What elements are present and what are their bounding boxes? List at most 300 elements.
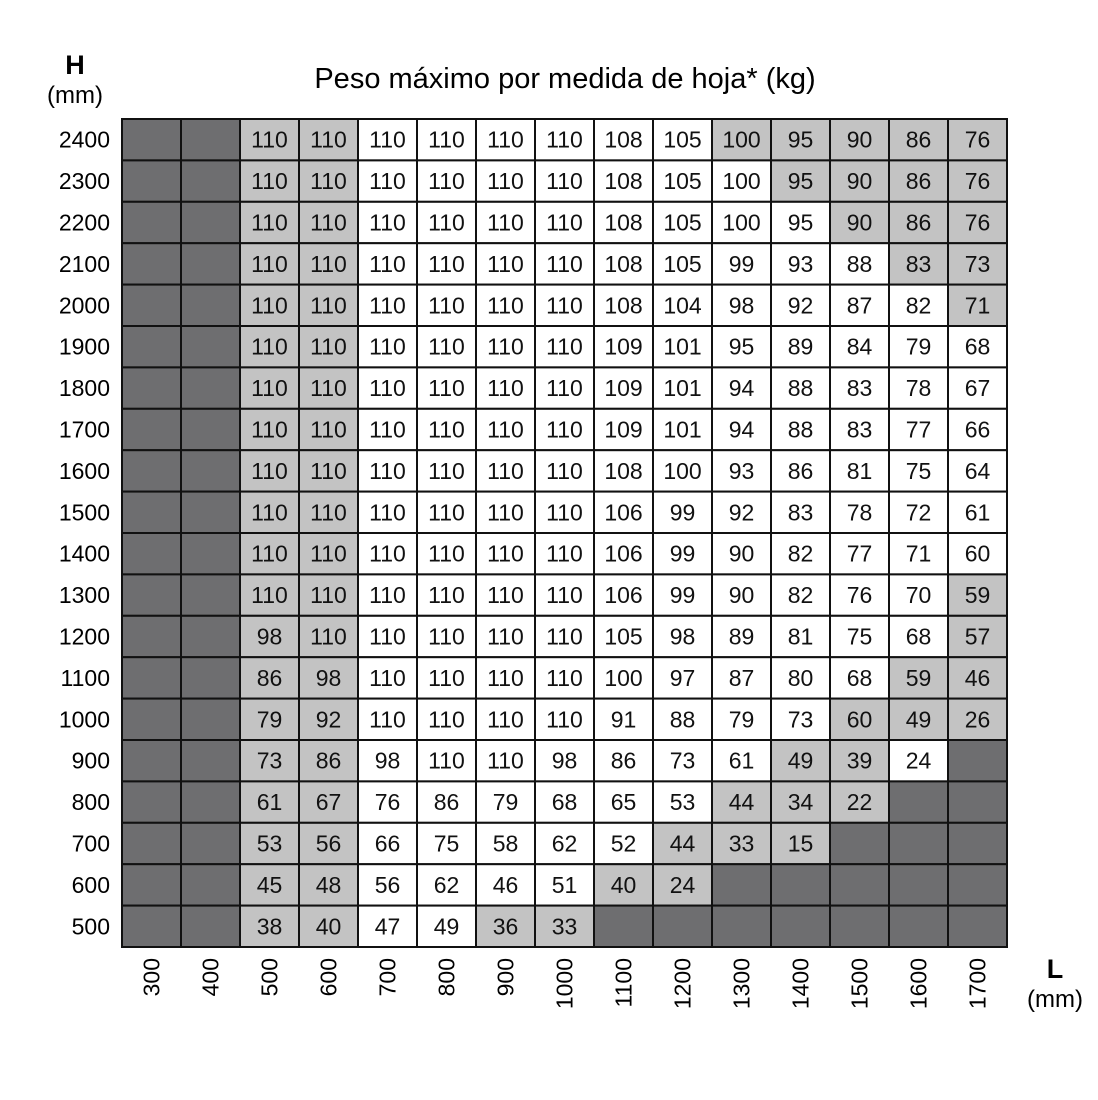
cell-value: 110 (369, 209, 406, 236)
table-cell (122, 533, 181, 574)
table-cell (948, 906, 1007, 947)
cell-value: 59 (964, 582, 991, 609)
cell-value: 110 (428, 375, 465, 402)
cell-value: 93 (728, 457, 755, 484)
table-cell (181, 740, 240, 781)
table-cell (122, 119, 181, 160)
cell-value: 73 (964, 250, 991, 277)
cell-value: 40 (315, 913, 342, 940)
cell-value: 56 (374, 871, 401, 898)
table-cell (948, 864, 1007, 905)
y-tick-label: 1000 (58, 706, 110, 733)
table-cell (181, 574, 240, 615)
cell-value: 61 (728, 747, 755, 774)
cell-value: 110 (428, 250, 465, 277)
table-cell (181, 160, 240, 201)
cell-value: 91 (610, 706, 637, 733)
cell-value: 109 (604, 333, 643, 360)
cell-value: 90 (846, 126, 873, 153)
y-axis-unit: (mm) (47, 82, 103, 109)
cell-value: 110 (546, 582, 583, 609)
cell-value: 26 (964, 706, 991, 733)
y-tick-label: 700 (71, 830, 110, 857)
cell-value: 33 (551, 913, 578, 940)
cell-value: 101 (663, 333, 702, 360)
cell-value: 110 (310, 168, 347, 195)
cell-value: 88 (787, 375, 814, 402)
cell-value: 62 (433, 871, 460, 898)
cell-value: 45 (256, 871, 283, 898)
cell-value: 110 (546, 499, 583, 526)
table-cell (181, 450, 240, 491)
table-cell (181, 906, 240, 947)
cell-value: 92 (787, 292, 814, 319)
cell-value: 110 (546, 375, 583, 402)
cell-value: 110 (487, 457, 524, 484)
table-cell (122, 450, 181, 491)
cell-value: 110 (487, 250, 524, 277)
cell-value: 57 (964, 623, 991, 650)
cell-value: 61 (964, 499, 991, 526)
cell-value: 109 (604, 375, 643, 402)
y-tick-label: 1900 (58, 333, 110, 360)
cell-value: 95 (728, 333, 755, 360)
table-cell (122, 823, 181, 864)
cell-value: 110 (428, 457, 465, 484)
cell-value: 110 (487, 747, 524, 774)
cell-value: 73 (256, 747, 283, 774)
cell-value: 98 (374, 747, 401, 774)
cell-value: 110 (428, 292, 465, 319)
x-tick-label: 900 (492, 958, 519, 997)
cell-value: 68 (905, 623, 932, 650)
cell-value: 60 (964, 540, 991, 567)
cell-value: 86 (787, 457, 814, 484)
table-cell (830, 906, 889, 947)
cell-value: 110 (310, 540, 347, 567)
cell-value: 76 (374, 789, 401, 816)
table-cell (181, 533, 240, 574)
y-tick-label: 600 (71, 871, 110, 898)
cell-value: 110 (310, 375, 347, 402)
cell-value: 71 (905, 540, 932, 567)
cell-value: 110 (487, 706, 524, 733)
cell-value: 110 (546, 416, 583, 443)
table-cell (948, 823, 1007, 864)
table-cell (122, 574, 181, 615)
cell-value: 110 (546, 664, 583, 691)
cell-value: 110 (369, 292, 406, 319)
table-cell (181, 243, 240, 284)
cell-value: 108 (604, 250, 643, 277)
cell-value: 110 (428, 209, 465, 236)
cell-value: 110 (428, 499, 465, 526)
cell-value: 110 (310, 292, 347, 319)
cell-value: 110 (428, 416, 465, 443)
table-cell (712, 864, 771, 905)
cell-value: 101 (663, 416, 702, 443)
cell-value: 110 (487, 540, 524, 567)
cell-value: 46 (964, 664, 991, 691)
cell-value: 110 (251, 168, 288, 195)
cell-value: 90 (728, 540, 755, 567)
cell-value: 106 (604, 582, 643, 609)
cell-value: 87 (728, 664, 755, 691)
cell-value: 88 (669, 706, 696, 733)
table-cell (181, 657, 240, 698)
cell-value: 66 (964, 416, 991, 443)
table-cell (122, 699, 181, 740)
cell-value: 106 (604, 499, 643, 526)
cell-value: 66 (374, 830, 401, 857)
table-cell (122, 326, 181, 367)
cell-value: 105 (604, 623, 643, 650)
cell-value: 98 (551, 747, 578, 774)
y-tick-label: 1500 (58, 499, 110, 526)
cell-value: 110 (369, 540, 406, 567)
table-cell (122, 409, 181, 450)
cell-value: 15 (787, 830, 814, 857)
cell-value: 110 (251, 582, 288, 609)
cell-value: 86 (433, 789, 460, 816)
table-cell (122, 160, 181, 201)
cell-value: 86 (256, 664, 283, 691)
cell-value: 79 (492, 789, 519, 816)
x-axis-unit: (mm) (1027, 986, 1083, 1013)
x-tick-label: 400 (197, 958, 224, 997)
cell-value: 110 (428, 540, 465, 567)
table-cell (181, 492, 240, 533)
table-cell (181, 119, 240, 160)
table-cell (181, 781, 240, 822)
y-tick-label: 2400 (58, 126, 110, 153)
cell-value: 92 (315, 706, 342, 733)
cell-value: 94 (728, 375, 755, 402)
x-tick-labels (139, 958, 991, 1009)
table-cell (122, 285, 181, 326)
y-tick-label: 500 (71, 913, 110, 940)
cell-value: 51 (551, 871, 578, 898)
cell-value: 39 (846, 747, 873, 774)
y-tick-label: 1100 (60, 664, 110, 691)
cell-value: 106 (604, 540, 643, 567)
cell-value: 105 (663, 168, 702, 195)
y-tick-label: 2300 (58, 168, 110, 195)
cell-value: 24 (905, 747, 932, 774)
cell-value: 59 (905, 664, 932, 691)
cell-value: 100 (604, 664, 643, 691)
table-cell (122, 367, 181, 408)
cell-value: 75 (846, 623, 873, 650)
table-cell (181, 409, 240, 450)
y-tick-labels (59, 127, 110, 940)
cell-value: 78 (905, 375, 932, 402)
x-tick-label: 300 (138, 958, 165, 997)
cell-value: 110 (369, 168, 406, 195)
cell-value: 110 (487, 375, 524, 402)
cell-value: 79 (728, 706, 755, 733)
x-tick-label: 1700 (964, 958, 991, 1010)
cell-value: 110 (251, 499, 288, 526)
cell-value: 110 (487, 126, 524, 153)
cell-value: 98 (728, 292, 755, 319)
table-cell (181, 699, 240, 740)
cell-value: 110 (251, 333, 288, 360)
cell-value: 110 (369, 706, 406, 733)
cell-value: 105 (663, 250, 702, 277)
cell-value: 108 (604, 209, 643, 236)
cell-value: 110 (251, 126, 288, 153)
table-cell (594, 906, 653, 947)
cell-value: 110 (428, 582, 465, 609)
cell-value: 110 (310, 623, 347, 650)
x-tick-label: 700 (374, 958, 401, 997)
x-tick-label: 1100 (610, 958, 637, 1008)
table-cell (122, 740, 181, 781)
cell-value: 60 (846, 706, 873, 733)
cell-value: 110 (369, 416, 406, 443)
cell-value: 24 (669, 871, 696, 898)
cell-value: 61 (256, 789, 283, 816)
cell-value: 84 (846, 333, 873, 360)
table-cell (889, 864, 948, 905)
y-tick-label: 1600 (58, 457, 110, 484)
cell-value: 83 (846, 416, 873, 443)
cell-value: 108 (604, 126, 643, 153)
cell-value: 86 (905, 168, 932, 195)
cell-value: 108 (604, 292, 643, 319)
cell-value: 48 (315, 871, 342, 898)
cell-value: 110 (369, 623, 406, 650)
table-cell (122, 616, 181, 657)
cell-value: 86 (905, 126, 932, 153)
cell-value: 110 (487, 292, 524, 319)
cell-value: 110 (546, 250, 583, 277)
table-cell (181, 367, 240, 408)
cell-value: 88 (846, 250, 873, 277)
cell-value: 83 (846, 375, 873, 402)
cell-value: 110 (428, 664, 465, 691)
cell-value: 75 (905, 457, 932, 484)
cell-value: 110 (310, 250, 347, 277)
cell-value: 110 (428, 168, 465, 195)
cell-value: 44 (669, 830, 696, 857)
cell-value: 110 (487, 209, 524, 236)
cell-value: 90 (846, 168, 873, 195)
table-cell (122, 906, 181, 947)
y-tick-label: 2100 (58, 250, 110, 277)
cell-value: 81 (846, 457, 873, 484)
cell-value: 110 (369, 582, 406, 609)
table-cell (122, 781, 181, 822)
cell-value: 110 (369, 126, 406, 153)
x-tick-label: 800 (433, 958, 460, 997)
cell-value: 33 (728, 830, 755, 857)
x-tick-label: 600 (315, 958, 342, 997)
cell-value: 68 (846, 664, 873, 691)
cell-value: 110 (310, 209, 347, 236)
y-tick-label: 1200 (58, 623, 110, 650)
cell-value: 110 (546, 292, 583, 319)
cell-value: 68 (551, 789, 578, 816)
cell-value: 110 (487, 416, 524, 443)
y-tick-label: 800 (71, 789, 110, 816)
table-cell (181, 616, 240, 657)
cell-value: 110 (251, 416, 288, 443)
cell-value: 110 (251, 375, 288, 402)
table-cell (181, 285, 240, 326)
cell-value: 110 (428, 623, 465, 650)
y-tick-label: 1700 (58, 416, 110, 443)
x-tick-label: 1300 (728, 958, 755, 1010)
cell-value: 82 (787, 582, 814, 609)
table-cell (122, 492, 181, 533)
cell-value: 105 (663, 209, 702, 236)
cell-value: 99 (669, 499, 696, 526)
cell-value: 83 (905, 250, 932, 277)
x-tick-label: 500 (256, 958, 283, 997)
table-cell (181, 202, 240, 243)
cell-value: 67 (315, 789, 342, 816)
x-tick-label: 1500 (846, 958, 873, 1010)
cell-value: 76 (964, 168, 991, 195)
cell-value: 44 (728, 789, 755, 816)
cell-value: 88 (787, 416, 814, 443)
cell-value: 98 (315, 664, 342, 691)
cell-value: 81 (787, 623, 814, 650)
cell-value: 110 (310, 457, 347, 484)
cell-value: 110 (487, 664, 524, 691)
cell-value: 110 (546, 168, 583, 195)
table-cell (830, 864, 889, 905)
cell-value: 95 (787, 126, 814, 153)
table-cell (771, 906, 830, 947)
x-axis-label: L (1046, 954, 1064, 984)
cell-value: 82 (905, 292, 932, 319)
cell-value: 73 (787, 706, 814, 733)
table-cell (122, 243, 181, 284)
cell-value: 101 (663, 375, 702, 402)
x-tick-label: 1600 (905, 958, 932, 1010)
cell-value: 104 (663, 292, 702, 319)
cell-value: 110 (310, 333, 347, 360)
cell-value: 105 (663, 126, 702, 153)
cell-value: 110 (369, 457, 406, 484)
cell-value: 62 (551, 830, 578, 857)
cell-value: 75 (433, 830, 460, 857)
cell-value: 93 (787, 250, 814, 277)
cell-value: 86 (610, 747, 637, 774)
cell-value: 110 (310, 126, 347, 153)
cell-value: 87 (846, 292, 873, 319)
cell-value: 72 (905, 499, 932, 526)
cell-value: 56 (315, 830, 342, 857)
cell-value: 90 (728, 582, 755, 609)
table-cell (948, 781, 1007, 822)
cell-value: 94 (728, 416, 755, 443)
table-cell (830, 823, 889, 864)
cell-value: 100 (722, 126, 761, 153)
cell-value: 110 (546, 333, 583, 360)
cell-value: 95 (787, 209, 814, 236)
cell-value: 71 (964, 292, 991, 319)
cell-value: 110 (369, 333, 406, 360)
cell-value: 110 (546, 209, 583, 236)
cell-value: 109 (604, 416, 643, 443)
cell-value: 110 (251, 250, 288, 277)
cell-value: 110 (369, 250, 406, 277)
table-cell (181, 326, 240, 367)
cell-value: 98 (256, 623, 283, 650)
cell-value: 110 (546, 623, 583, 650)
cell-value: 77 (846, 540, 873, 567)
cell-value: 46 (492, 871, 519, 898)
cell-value: 79 (256, 706, 283, 733)
cell-value: 86 (905, 209, 932, 236)
cell-value: 76 (846, 582, 873, 609)
cell-value: 47 (374, 913, 401, 940)
cell-value: 110 (310, 416, 347, 443)
cell-value: 78 (846, 499, 873, 526)
y-tick-label: 2200 (58, 209, 110, 236)
table-cell (122, 657, 181, 698)
cell-value: 99 (669, 540, 696, 567)
cell-value: 110 (369, 664, 406, 691)
x-tick-label: 1000 (551, 958, 578, 1010)
cell-value: 110 (546, 540, 583, 567)
cell-value: 40 (610, 871, 637, 898)
cell-value: 110 (546, 457, 583, 484)
cell-value: 82 (787, 540, 814, 567)
cell-value: 58 (492, 830, 519, 857)
cell-value: 53 (256, 830, 283, 857)
y-tick-label: 1400 (58, 540, 110, 567)
cell-value: 100 (722, 168, 761, 195)
cell-value: 100 (663, 457, 702, 484)
y-tick-label: 1800 (58, 375, 110, 402)
cell-value: 98 (669, 623, 696, 650)
cell-value: 110 (428, 333, 465, 360)
cell-value: 38 (256, 913, 283, 940)
cell-value: 110 (428, 747, 465, 774)
cell-value: 110 (251, 457, 288, 484)
cell-value: 36 (492, 913, 519, 940)
cell-value: 73 (669, 747, 696, 774)
cell-value: 34 (787, 789, 814, 816)
table-cell (771, 864, 830, 905)
cell-value: 97 (669, 664, 696, 691)
cell-value: 99 (728, 250, 755, 277)
table-cell (181, 864, 240, 905)
cell-value: 67 (964, 375, 991, 402)
cell-value: 110 (251, 292, 288, 319)
y-tick-label: 1300 (58, 582, 110, 609)
table-cell (712, 906, 771, 947)
table-cell (889, 823, 948, 864)
cell-value: 110 (487, 333, 524, 360)
cell-value: 110 (546, 126, 583, 153)
cell-value: 110 (487, 499, 524, 526)
table-cell (889, 781, 948, 822)
cell-value: 49 (433, 913, 460, 940)
cell-value: 92 (728, 499, 755, 526)
table-cell (122, 202, 181, 243)
cell-value: 110 (546, 706, 583, 733)
cell-value: 108 (604, 168, 643, 195)
cell-value: 76 (964, 126, 991, 153)
cell-value: 83 (787, 499, 814, 526)
cell-value: 68 (964, 333, 991, 360)
